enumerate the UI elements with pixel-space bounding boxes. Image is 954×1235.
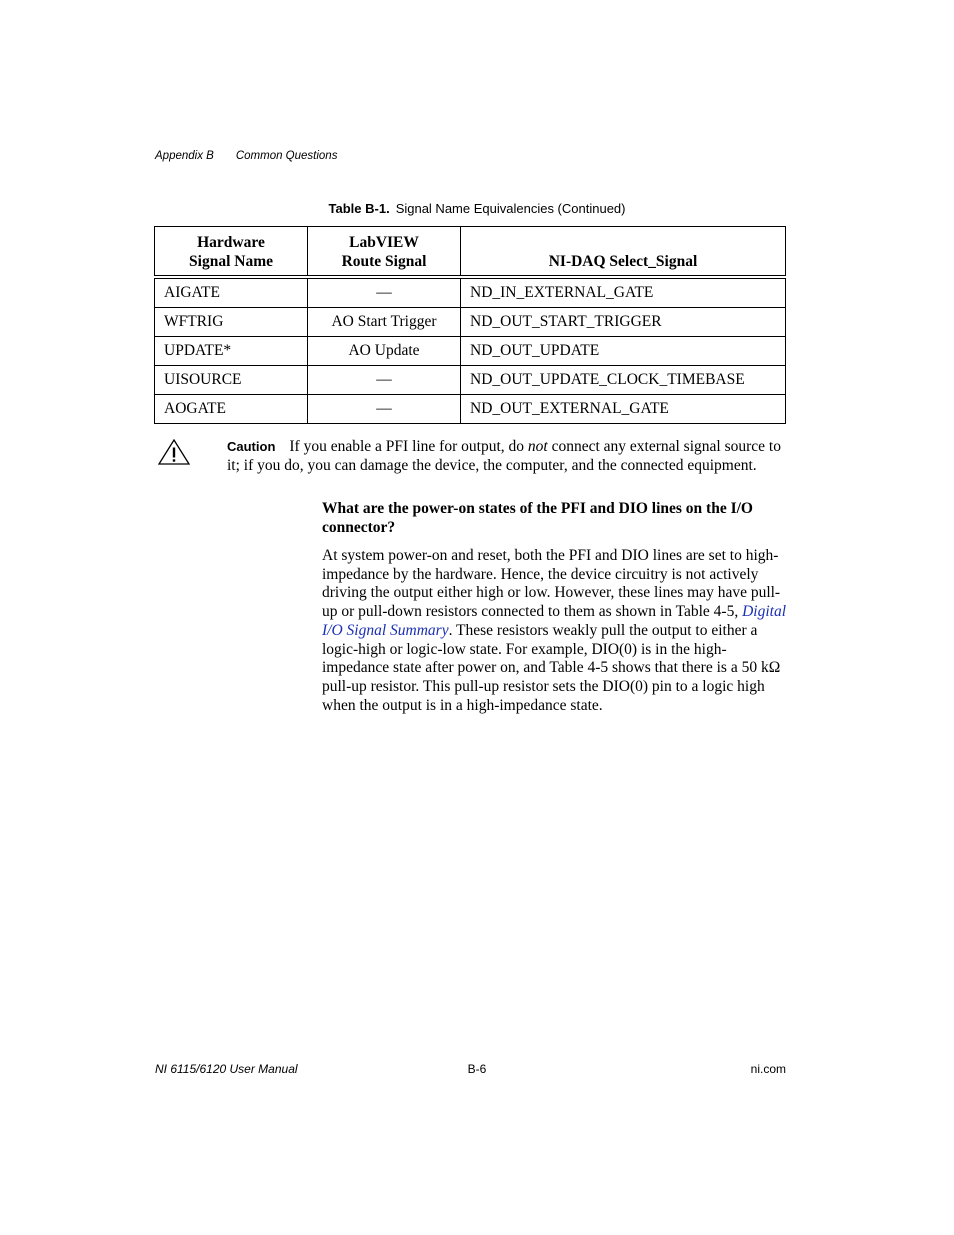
question-heading: What are the power-on states of the PFI and DIO lines on the I/O connector?	[322, 500, 753, 536]
header-section: Common Questions	[235, 150, 338, 162]
digital-io-signal-summary-link[interactable]: Digital I/O Signal Summary	[322, 603, 786, 639]
table-row	[155, 337, 786, 366]
table-row	[155, 277, 786, 308]
footer-manual-title: NI 6115/6120 User Manual	[155, 1062, 298, 1076]
caution-text-before: If you enable a PFI line for output, do	[289, 438, 528, 455]
col-header-hardware: Hardware Signal Name	[155, 227, 308, 278]
cell-nidaq: ND_OUT_EXTERNAL_GATE	[461, 395, 786, 424]
signal-equivalency-table	[154, 226, 786, 424]
cell-hardware: AOGATE	[155, 395, 308, 424]
cell-hardware: UISOURCE	[155, 366, 308, 395]
warning-triangle-icon	[158, 439, 190, 465]
cell-nidaq: ND_IN_EXTERNAL_GATE	[461, 277, 786, 308]
header-appendix: Appendix B	[155, 150, 214, 162]
table-row	[155, 366, 786, 395]
table-caption	[0, 201, 954, 216]
caution-label: Caution	[227, 439, 276, 454]
table-caption-text: Signal Name Equivalencies (Continued)	[395, 201, 626, 216]
running-header	[155, 150, 337, 162]
table-row	[155, 395, 786, 424]
cell-hardware: WFTRIG	[155, 308, 308, 337]
cell-nidaq: ND_OUT_START_TRIGGER	[461, 308, 786, 337]
answer-paragraph	[322, 547, 788, 715]
col-header-labview: LabVIEW Route Signal	[308, 227, 461, 278]
caution-note	[155, 437, 786, 475]
footer-page-number: B-6	[467, 1062, 487, 1076]
table-header-row	[155, 227, 786, 278]
cell-labview: AO Update	[308, 337, 461, 366]
col-header-nidaq: NI-DAQ Select_Signal	[461, 227, 786, 278]
table-caption-label: Table B-1.	[328, 201, 390, 216]
cell-hardware: AIGATE	[155, 277, 308, 308]
footer-website: ni.com	[750, 1062, 786, 1076]
cell-labview: —	[308, 395, 461, 424]
cell-nidaq: ND_OUT_UPDATE	[461, 337, 786, 366]
caution-text-after: connect any external signal source to it; if you do, you can damage the device, the computer, and the connected equipment.	[227, 438, 781, 474]
answer-part1: At system power-on and reset, both the PFI and DIO lines are set to high-impedance by the hardware. Hence, the device circuitry is not actively driving the output either high or low. However, these lines may have pull-up or pull-down resistors connected to them as shown in Table 4-5,	[322, 547, 781, 621]
cell-labview: AO Start Trigger	[308, 308, 461, 337]
cell-hardware: UPDATE*	[155, 337, 308, 366]
cell-labview: —	[308, 366, 461, 395]
cell-nidaq: ND_OUT_UPDATE_CLOCK_TIMEBASE	[461, 366, 786, 395]
table-row	[155, 308, 786, 337]
caution-body	[227, 437, 786, 475]
answer-part2: . These resistors weakly pull the output to either a logic-high or logic-low state. For example, DIO(0) is in the high-impedance state after power on, and Table 4-5 shows that there is a 50 kΩ pull-up resistor. This pull-up resistor sets the DIO(0) pin to a logic high when the output is in a high-impedance state.	[322, 621, 781, 714]
cell-labview: —	[308, 277, 461, 308]
caution-emphasis: not	[527, 438, 548, 455]
